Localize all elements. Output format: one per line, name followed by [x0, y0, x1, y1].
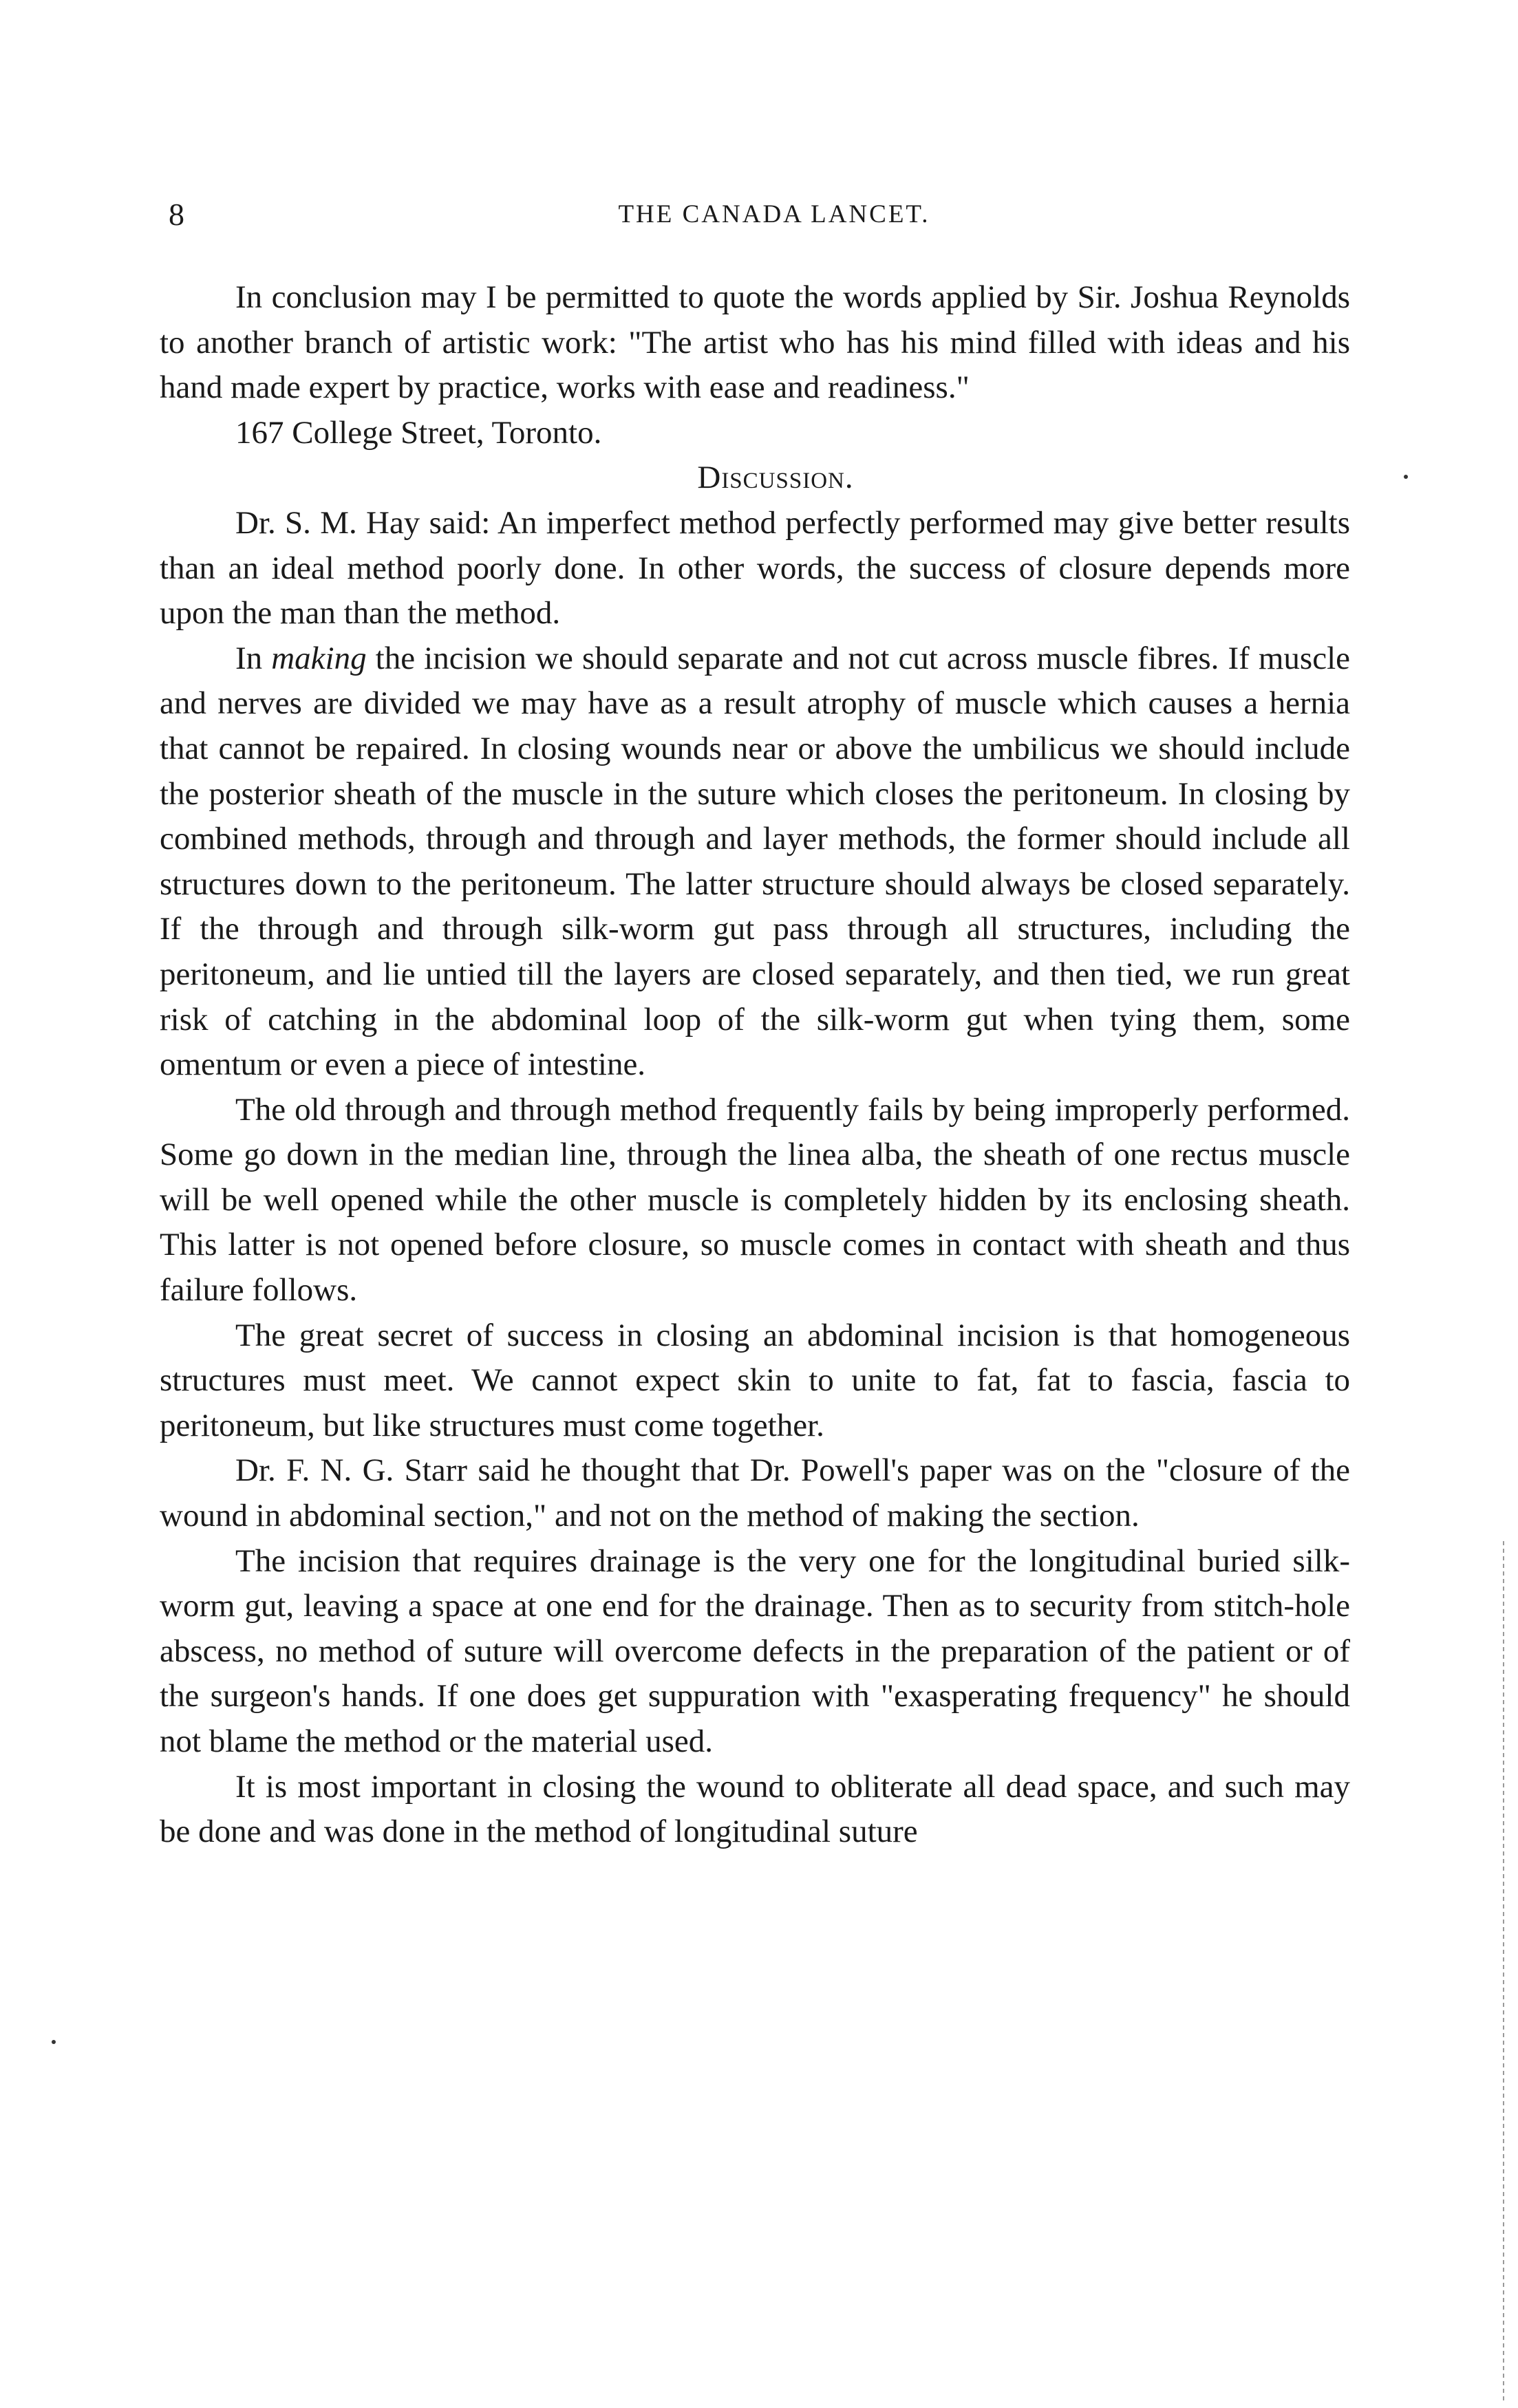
scan-edge-artifact [1503, 1541, 1504, 2401]
scan-speck [1404, 475, 1408, 479]
running-head [169, 194, 1352, 235]
paragraph-conclusion: In conclusion may I be permitted to quote the words applied by Sir. Joshua Reynolds to another branch of artistic work: "The artist who has his mind filled with ideas and his hand made expert by practice, works with ease and readiness." [160, 279, 1350, 406]
paragraph-through-method: The old through and through method frequently fails by being improperly performed. Some go down in the median line, through the linea alba, the sheath of one rectus muscle will be well opened while the other muscle is completely hidden by its enclosing sheath. This latter is not opened before closure, so muscle comes in contact with sheath and thus failure follows. [160, 1091, 1350, 1309]
page-number: 8 [169, 197, 184, 232]
paragraph-incision-prefix: In [235, 640, 272, 676]
paragraph-incision-rest: the incision we should separate and not cut across muscle fibres. If muscle and nerves are divided we may have as a result atrophy of muscle which causes a hernia that cannot be repaired. In closing wounds near or above the umbilicus we should include the posterior sheath of the muscle in the suture which closes the peritoneum. In closing by combined methods, through and through and layer methods, the former should include all structures down to the peritoneum. The latter structure should always be closed separately. If the through and through silk-worm gut pass through all structures, including the peritoneum, and lie untied till the layers are closed separately, and then tied, we run great risk of catching in the abdominal loop of the silk-worm gut when tying them, some omentum or even a piece of intestine. [160, 640, 1351, 1083]
paragraph-drainage: The incision that requires drainage is the very one for the longitudinal buried silk-worm gut, leaving a space at one end for the drainage. Then as to security from stitch-hole abscess, no method of suture will overcome defects in the preparation of the patient or of the surgeon's hands. If one does get suppuration with "exasperating frequency" he should not blame the method or the material used. [160, 1542, 1350, 1759]
section-heading-discussion: Discussion. [697, 460, 854, 496]
paragraph-incision [160, 636, 1350, 1088]
paragraph-hay-remarks: Dr. S. M. Hay said: An imperfect method perfectly performed may give better results than an ideal method poorly done. In other words, the success of closure depends more upon the man than the method. [160, 504, 1350, 632]
article-body [160, 275, 1350, 1855]
journal-title: THE CANADA LANCET. [618, 200, 930, 228]
scan-speck [52, 2040, 56, 2044]
paragraph-great-secret: The great secret of success in closing an abdominal incision is that homogeneous structures must meet. We cannot expect skin to unite to fat, fat to fascia, fascia to peritoneum, but like structures must come together. [160, 1317, 1350, 1443]
author-address: 167 College Street, Toronto. [235, 414, 602, 451]
paragraph-dead-space: It is most important in closing the wound to obliterate all dead space, and such may be done and was done in the method of longitudinal suture [160, 1768, 1350, 1850]
paragraph-starr-remarks: Dr. F. N. G. Starr said he thought that Dr. Powell's paper was on the "closure of the wound in abdominal section," and not on the method of making the section. [160, 1452, 1350, 1534]
paragraph-incision-italic: making [271, 640, 367, 676]
